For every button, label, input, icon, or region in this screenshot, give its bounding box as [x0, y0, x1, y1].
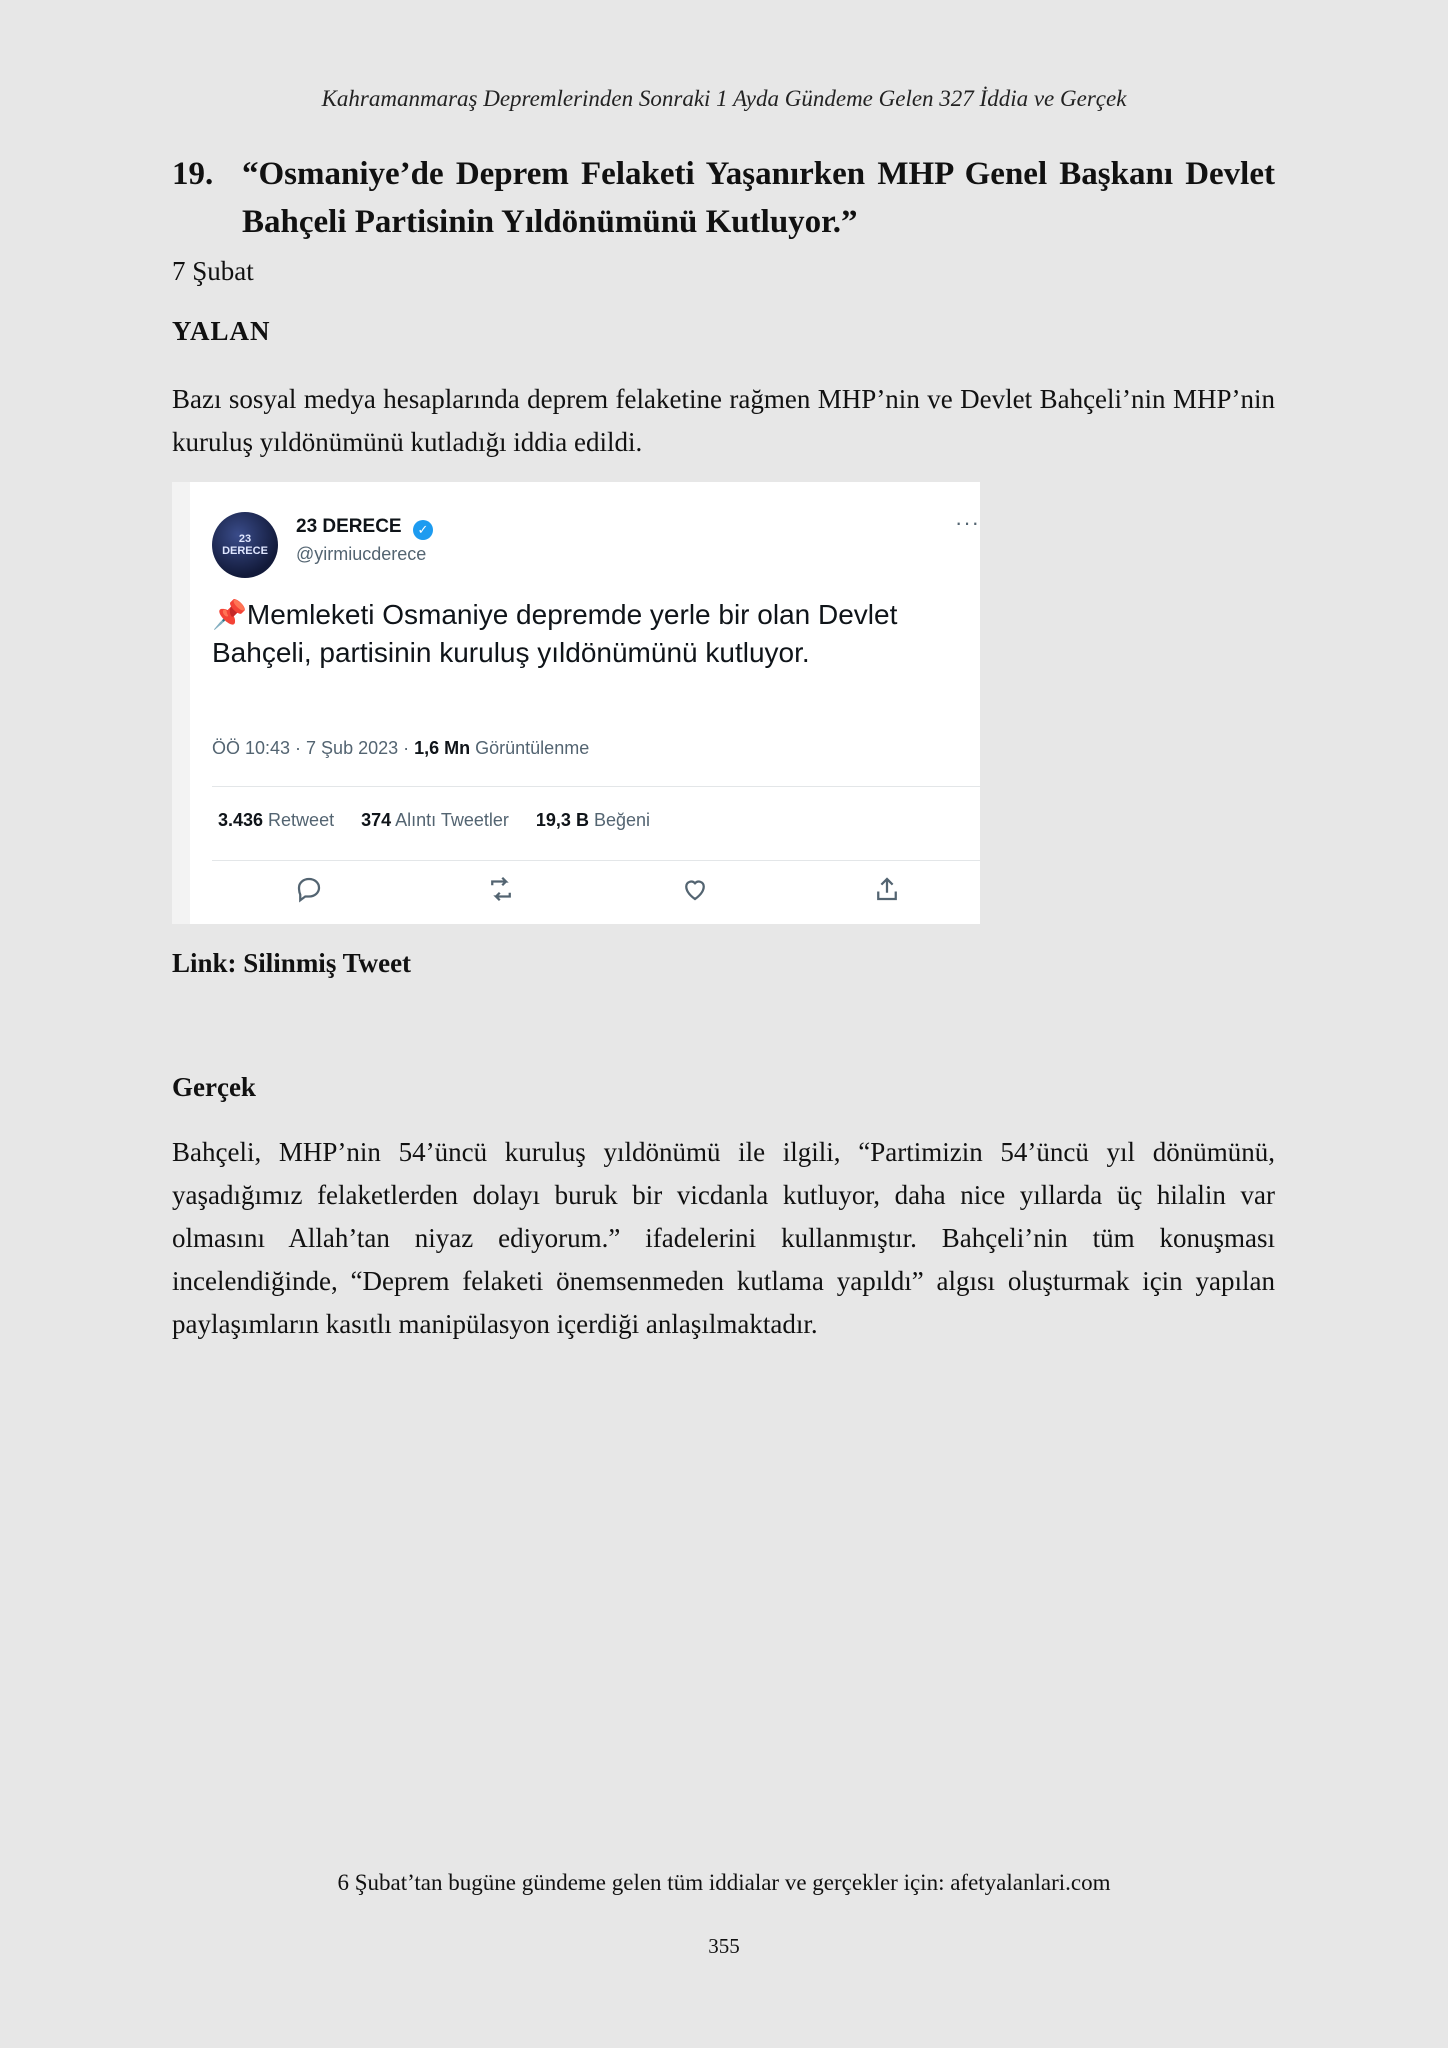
- more-options-icon: ···: [955, 510, 980, 535]
- heart-icon: [680, 874, 714, 908]
- retweets-count: 3.436: [218, 810, 264, 830]
- item-number: 19.: [172, 156, 214, 192]
- tweet-meta: [212, 738, 589, 759]
- share-icon: [872, 874, 906, 908]
- tweet-screenshot: [172, 482, 980, 924]
- avatar-text-top: 23: [238, 533, 252, 545]
- like-stat: [536, 810, 650, 830]
- claim-paragraph: Bazı sosyal medya hesaplarında deprem felaketine rağmen MHP’nin ve Devlet Bahçeli’nin MHP’nin kuruluş yıldönümünü kutladığı iddia edildi.: [172, 384, 1275, 457]
- quotes-label: Alıntı Tweetler: [391, 810, 509, 830]
- display-name-text: 23 DERECE: [296, 516, 402, 537]
- pushpin-icon: 📌: [212, 599, 247, 630]
- running-header: Kahramanmaraş Depremlerinden Sonraki 1 Ayda Gündeme Gelen 327 İddia ve Gerçek: [321, 86, 1127, 111]
- retweet-icon: [486, 874, 520, 908]
- item-date: 7 Şubat: [172, 256, 254, 286]
- tweet-display-name: [296, 516, 433, 540]
- tweet-handle: @yirmiucderece: [296, 544, 427, 564]
- fact-heading: Gerçek: [172, 1072, 256, 1102]
- source-link-label: Link: Silinmiş Tweet: [172, 948, 412, 978]
- likes-count: 19,3 B: [535, 810, 589, 830]
- divider: [212, 786, 980, 787]
- likes-label: Beğeni: [588, 810, 651, 830]
- page-number: 355: [708, 1934, 740, 1958]
- reply-icon: [294, 874, 328, 908]
- tweet-timestamp: ÖÖ 10:43 · 7 Şub 2023 ·: [212, 738, 415, 758]
- retweet-stat: [218, 810, 334, 830]
- verdict-label: YALAN: [172, 316, 271, 346]
- footer-note: 6 Şubat’tan bugüne gündeme gelen tüm iddialar ve gerçekler için: afetyalanlari.com: [337, 1870, 1111, 1895]
- views-label: Görüntülenme: [470, 738, 590, 758]
- tweet-text: [212, 596, 952, 672]
- tweet-stats: [218, 810, 672, 831]
- retweets-label: Retweet: [263, 810, 335, 830]
- tweet-avatar: [212, 512, 278, 578]
- quotes-count: 374: [361, 810, 392, 830]
- quote-stat: [361, 810, 509, 830]
- verified-badge-icon: ✓: [413, 520, 433, 540]
- fact-paragraph: Bahçeli, MHP’nin 54’üncü kuruluş yıldönümü ile ilgili, “Partimizin 54’üncü yıl dönümünü, yaşadığımız felaketlerden dolayı buruk bir vicdanla kutluyor, daha nice yıllarda üç hilalin var olmasını Allah’tan niyaz ediyorum.” ifadelerini kullanmıştır. Bahçeli’nin tüm konuşması incelendiğinde, “Deprem felaketi önemsenmeden kutlama yapıldı” algısı oluşturmak için yapılan paylaşımların kasıtlı manipülasyon içerdiği anlaşılmaktadır.: [172, 1137, 1275, 1339]
- divider: [212, 860, 980, 861]
- item-title-text: “Osmaniye’de Deprem Felaketi Yaşanırken MHP Genel Başkanı Devlet Bahçeli Partisinin Yıldönümünü Kutluyor.”: [242, 156, 1275, 240]
- item-title: [172, 150, 1275, 246]
- avatar-text-bottom: DERECE: [222, 545, 268, 557]
- views-count: 1,6 Mn: [414, 738, 471, 758]
- tweet-actions: [212, 874, 980, 914]
- tweet-text-content: Memleketi Osmaniye depremde yerle bir olan Devlet Bahçeli, partisinin kuruluş yıldönümünü kutluyor.: [212, 599, 898, 668]
